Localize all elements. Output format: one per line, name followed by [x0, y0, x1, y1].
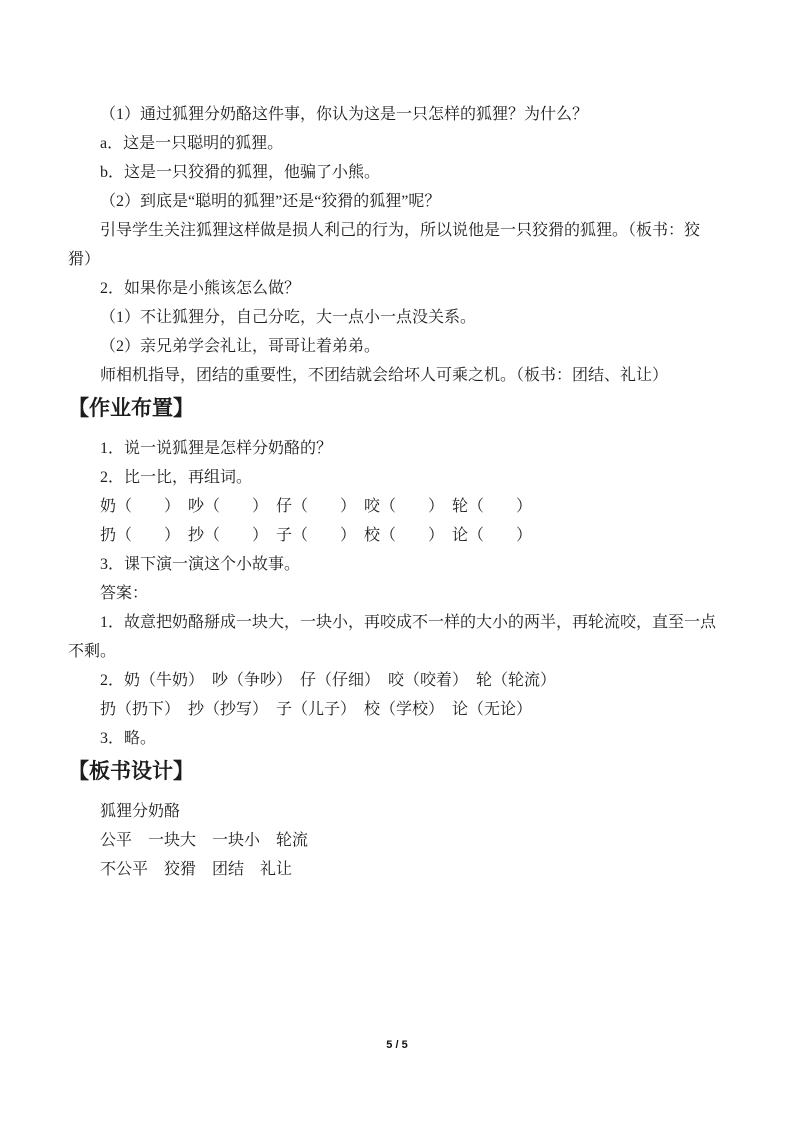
answer-1-line-2: 不剩。	[68, 643, 117, 660]
answer-2-row-2: 扔（扔下） 抄（抄写） 子（儿子） 校（学校） 论（无论）	[100, 701, 533, 718]
homework-item-1: 1．说一说狐狸是怎样分奶酪的？	[100, 440, 333, 457]
answer-2-row-1: 2．奶（牛奶） 吵（争吵） 仔（仔细） 咬（咬着） 轮（轮流）	[100, 672, 557, 689]
discussion-question-1: （1）通过狐狸分奶酪这件事，你认为这是一只怎样的狐狸？为什么？	[100, 106, 589, 123]
discussion-teacher-note: 师相机指导，团结的重要性，不团结就会给坏人可乘之机。（板书：团结、礼让）	[100, 367, 669, 384]
answer-1-line-1: 1．故意把奶酪掰成一块大，一块小，再咬成不一样的大小的两半，再轮流咬，直至一点	[100, 614, 717, 631]
section-heading-board-design: 【板书设计】	[68, 759, 194, 783]
discussion-question-3: 2．如果你是小熊该怎么做？	[100, 280, 301, 297]
document-content	[68, 100, 736, 884]
discussion-option-b: b．这是一只狡猾的狐狸，他骗了小熊。	[100, 164, 381, 181]
homework-item-3: 3．课下演一演这个小故事。	[100, 556, 301, 573]
homework-word-row-1: 奶（ ） 吵（ ） 仔（ ） 咬（ ） 轮（ ）	[100, 498, 533, 515]
footer-page-number: 5 / 5	[386, 1039, 408, 1051]
homework-word-row-2: 扔（ ） 抄（ ） 子（ ） 校（ ） 论（ ）	[100, 527, 533, 544]
discussion-question-2: （2）到底是“聪明的狐狸”还是“狡猾的狐狸”呢？	[100, 193, 441, 210]
answers-label: 答案：	[100, 585, 149, 602]
board-row-2: 不公平 狡猾 团结 礼让	[100, 861, 293, 878]
discussion-q3-option-2: （2）亲兄弟学会礼让，哥哥让着弟弟。	[100, 338, 381, 355]
discussion-option-a: a．这是一只聪明的狐狸。	[100, 135, 284, 152]
answer-3: 3．略。	[100, 730, 157, 747]
homework-item-2: 2．比一比，再组词。	[100, 469, 253, 486]
section-heading-homework: 【作业布置】	[68, 396, 194, 420]
board-title: 狐狸分奶酪	[100, 803, 181, 820]
board-row-1: 公平 一块大 一块小 轮流	[100, 832, 309, 849]
discussion-q3-option-1: （1）不让狐狸分，自己分吃，大一点小一点没关系。	[100, 309, 477, 326]
discussion-guide-line-2: 猾）	[68, 251, 101, 268]
discussion-guide-line-1: 引导学生关注狐狸这样做是损人利己的行为，所以说他是一只狡猾的狐狸。（板书：狡	[100, 222, 701, 239]
